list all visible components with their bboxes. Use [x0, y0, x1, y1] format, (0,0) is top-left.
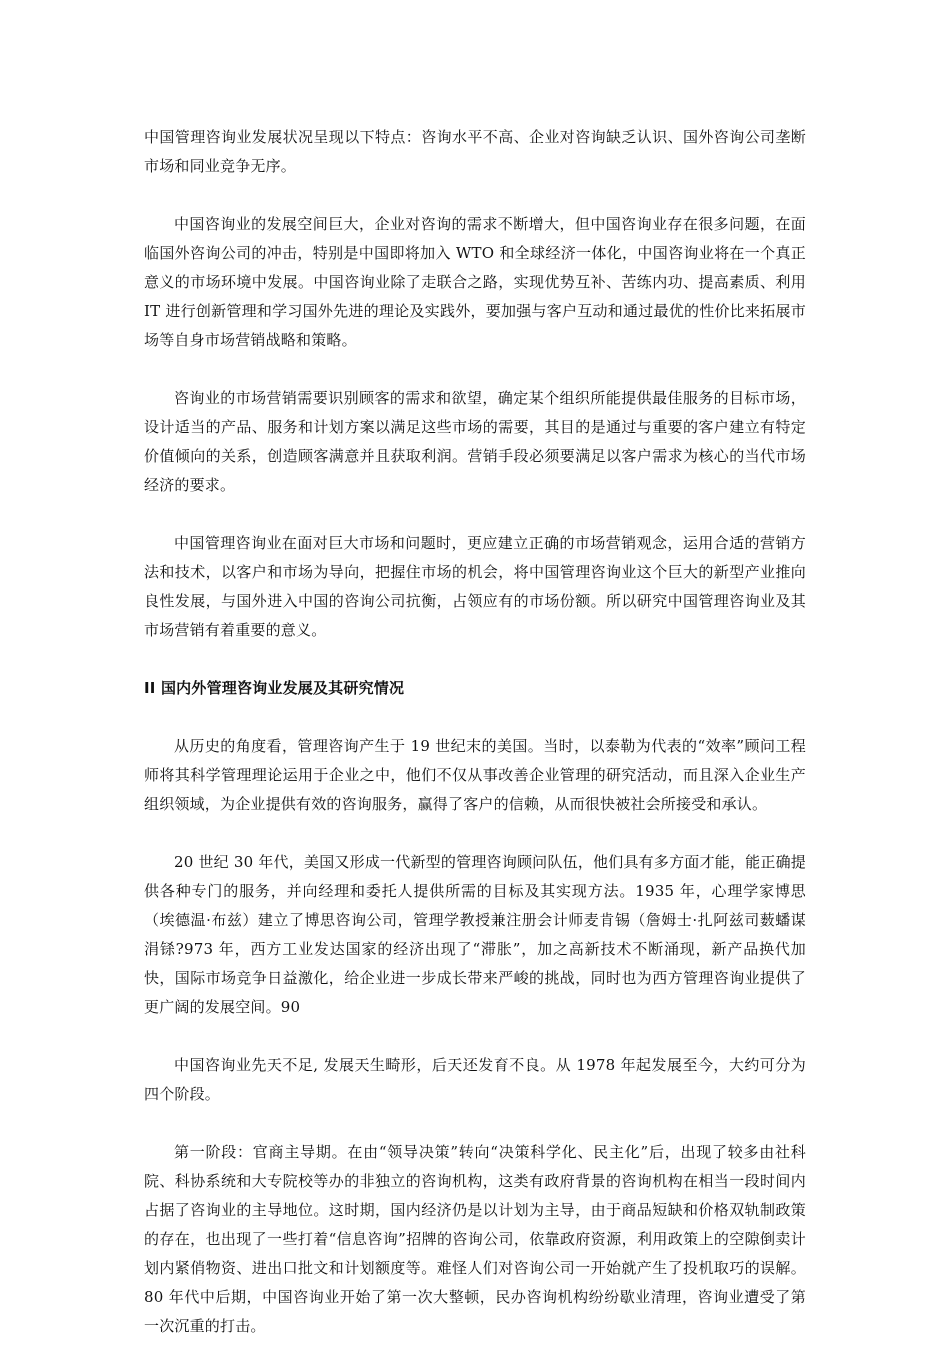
section-heading: II 国内外管理咨询业发展及其研究情况 [144, 679, 405, 697]
paragraph-1930s: 20 世纪 30 年代，美国又形成一代新型的管理咨询顾问队伍，他们具有多方面才能，能正确提供各种专门的服务，并向经理和委托人提供所需的目标及其实现方法。1935 年，心理学家博思（埃德温·布兹）建立了博思咨询公司，管理学教授兼注册会计师麦肯锡（詹姆士·扎阿兹司薮蟠谋涓铩?973 年，西方工业发达国家的经济出现了“滞胀”，加之高新技术不断涌现，新产品换代加快，国际市场竞争日益激化，给企业进一步成长带来严峻的挑战，同时也为西方管理咨询业提供了更广阔的发展空间。90 [144, 853, 806, 1016]
paragraph-features: 中国管理咨询业发展状况呈现以下特点：咨询水平不高、企业对咨询缺乏认识、国外咨询公司垄断市场和同业竞争无序。 [144, 128, 806, 175]
document-page [144, 123, 806, 1370]
paragraph-stage-one: 第一阶段：官商主导期。在由“领导决策”转向“决策科学化、民主化”后，出现了较多由社科院、科协系统和大专院校等办的非独立的咨询机构，这类有政府背景的咨询机构在相当一段时间内占据了咨询业的主导地位。这时期，国内经济仍是以计划为主导，由于商品短缺和价格双轨制政策的存在，也出现了一些打着“信息咨询”招牌的咨询公司，依靠政府资源，利用政策上的空隙倒卖计划内紧俏物资、进出口批文和计划额度等。难怪人们对咨询公司一开始就产生了投机取巧的误解。80 年代中后期，中国咨询业开始了第一次大整顿，民办咨询机构纷纷歇业清理，咨询业遭受了第一次沉重的打击。 [144, 1143, 806, 1335]
paragraph-four-stages: 中国咨询业先天不足, 发展天生畸形，后天还发育不良。从 1978 年起发展至今，大约可分为四个阶段。 [144, 1056, 806, 1103]
paragraph-history: 从历史的角度看，管理咨询产生于 19 世纪末的美国。当时，以泰勒为代表的“效率”顾问工程师将其科学管理理论运用于企业之中，他们不仅从事改善企业管理的研究活动，而且深入企业生产组织领域，为企业提供有效的咨询服务，赢得了客户的信赖，从而很快被社会所接受和承认。 [144, 737, 806, 813]
paragraph-marketing-needs: 咨询业的市场营销需要识别顾客的需求和欲望，确定某个组织所能提供最佳服务的目标市场，设计适当的产品、服务和计划方案以满足这些市场的需要，其目的是通过与重要的客户建立有特定价值倾向的关系，创造顾客满意并且获取利润。营销手段必须要满足以客户需求为核心的当代市场经济的要求。 [144, 389, 806, 494]
paragraph-research-significance: 中国管理咨询业在面对巨大市场和问题时，更应建立正确的市场营销观念，运用合适的营销方法和技术，以客户和市场为导向，把握住市场的机会，将中国管理咨询业这个巨大的新型产业推向良性发展，与国外进入中国的咨询公司抗衡，占领应有的市场份额。所以研究中国管理咨询业及其市场营销有着重要的意义。 [144, 534, 806, 639]
paragraph-development-space: 中国咨询业的发展空间巨大，企业对咨询的需求不断增大，但中国咨询业存在很多问题，在面临国外咨询公司的冲击，特别是中国即将加入 WTO 和全球经济一体化，中国咨询业将在一个真正意义的市场环境中发展。中国咨询业除了走联合之路，实现优势互补、苦练内功、提高素质、利用 IT 进行创新管理和学习国外先进的理论及实践外，要加强与客户互动和通过最优的性价比来拓展市场等自身市场营销战略和策略。 [144, 215, 806, 349]
